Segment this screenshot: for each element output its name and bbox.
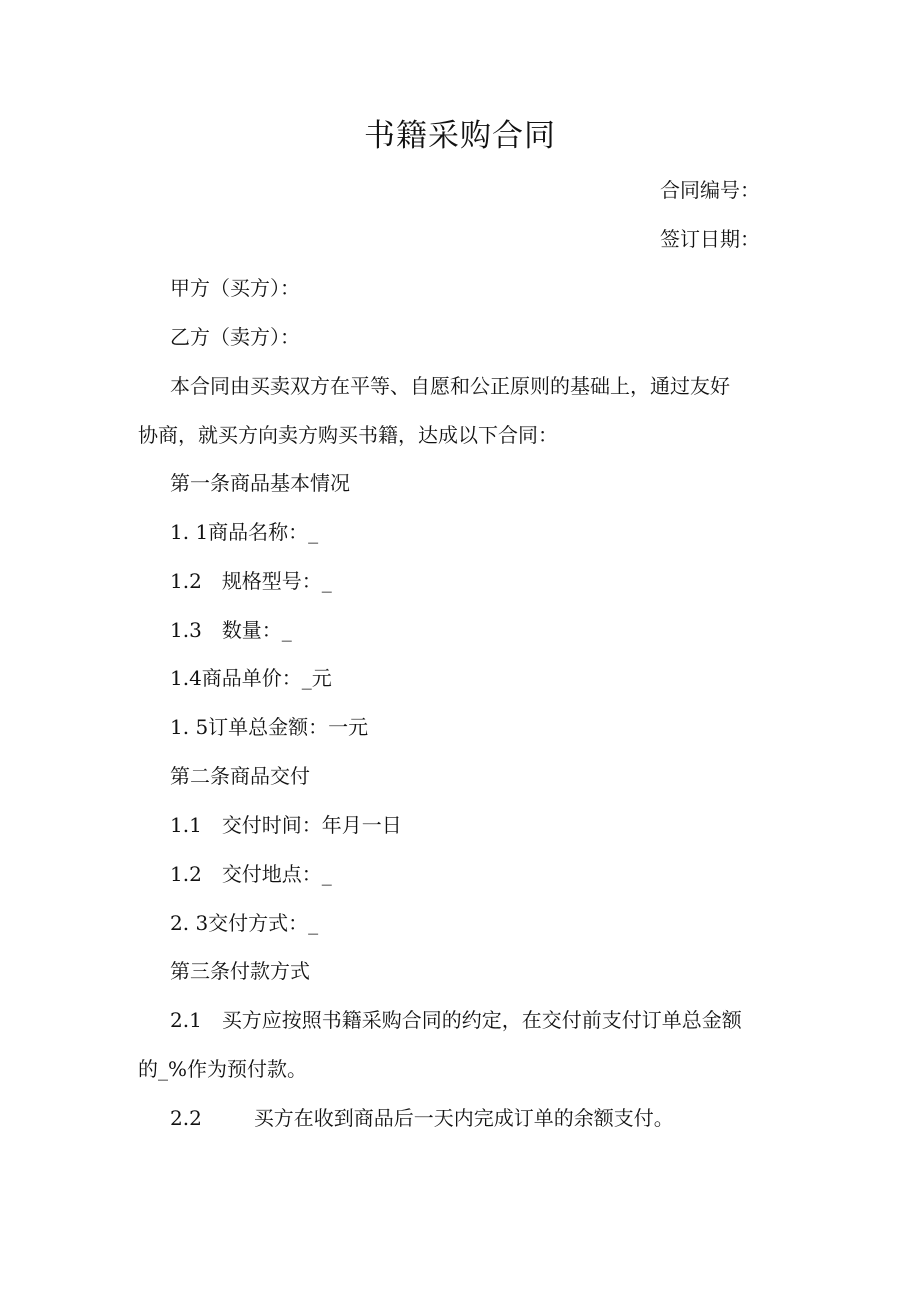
party-b-line: 乙方（卖方）： <box>170 325 300 349</box>
clause-3-1-continuation: 的_%作为预付款。 <box>138 1057 308 1081</box>
party-a-line: 甲方（买方）： <box>170 276 300 300</box>
clause-1-3-number: 1.3 <box>170 618 202 642</box>
intro-paragraph-line-1: 本合同由买卖双方在平等、自愿和公正原则的基础上，通过友好 <box>170 374 730 398</box>
clause-2-1 <box>170 810 402 840</box>
clause-3-1 <box>170 1005 742 1035</box>
clause-1-5: 1. 5订单总金额：一元 <box>170 715 369 739</box>
clause-3-1-number: 2.1 <box>170 1008 202 1032</box>
clause-2-2-text: 交付地点：_ <box>221 862 332 886</box>
clause-2-1-text: 交付时间：年月一日 <box>221 813 402 837</box>
clause-2-2 <box>170 859 332 889</box>
intro-paragraph-line-2: 协商，就买方向卖方购买书籍，达成以下合同： <box>138 423 558 447</box>
article-1-heading: 第一条商品基本情况 <box>170 471 350 495</box>
clause-2-1-number: 1.1 <box>170 813 202 837</box>
clause-1-2-text: 规格型号：_ <box>221 569 332 593</box>
article-3-heading: 第三条付款方式 <box>170 959 310 983</box>
clause-1-4: 1.4商品单价：_元 <box>170 666 332 690</box>
clause-3-2-text: 买方在收到商品后一天内完成订单的余额支付。 <box>253 1106 674 1130</box>
clause-1-3 <box>170 615 292 645</box>
sign-date-label: 签订日期： <box>660 227 760 251</box>
clause-1-2-number: 1.2 <box>170 569 202 593</box>
clause-1-2 <box>170 566 332 596</box>
document-title: 书籍采购合同 <box>364 118 556 154</box>
clause-1-1: 1. 1商品名称：_ <box>170 520 319 544</box>
clause-3-1-text: 买方应按照书籍采购合同的约定，在交付前支付订单总金额 <box>221 1008 742 1032</box>
clause-1-3-text: 数量：_ <box>221 618 292 642</box>
clause-2-3: 2. 3交付方式：_ <box>170 911 319 935</box>
contract-number-label: 合同编号： <box>660 178 760 202</box>
clause-3-2 <box>170 1103 674 1133</box>
clause-2-2-number: 1.2 <box>170 862 202 886</box>
clause-3-2-number: 2.2 <box>170 1106 202 1130</box>
article-2-heading: 第二条商品交付 <box>170 764 310 788</box>
